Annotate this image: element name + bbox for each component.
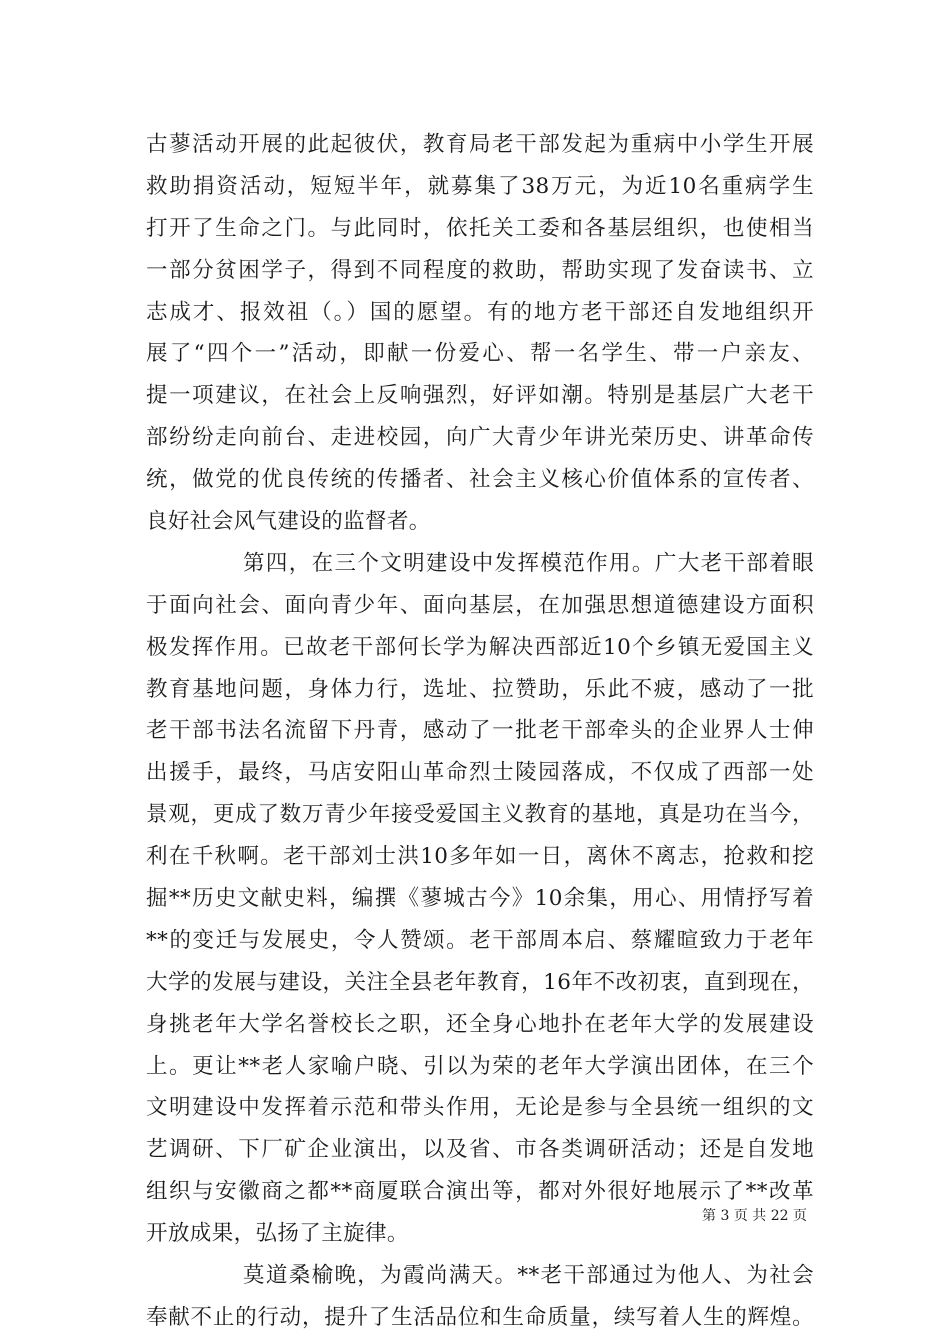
text-line: 利在千秋啊。老干部刘士洪10多年如一日，离休不离志，抢救和挖 bbox=[146, 844, 814, 870]
text-line: 古蓼活动开展的此起彼伏，教育局老干部发起为重病中小学生开展 bbox=[146, 132, 814, 157]
paragraph-start-line: 莫道桑榆晚，为霞尚满天。**老干部通过为他人、为社会 bbox=[243, 1263, 814, 1289]
text-line: 大学的发展与建设，关注全县老年教育，16年不改初衷，直到现在， bbox=[146, 969, 814, 995]
text-line: 统，做党的优良传统的传播者、社会主义核心价值体系的宣传者、 bbox=[146, 467, 814, 493]
text-line: 提一项建议，在社会上反响强烈，好评如潮。特别是基层广大老干 bbox=[146, 383, 814, 409]
page-number-footer: 第 3 页 共 22 页 bbox=[702, 1208, 807, 1224]
text-line: 组织与安徽商之都**商厦联合演出等，都对外很好地展示了**改革 bbox=[146, 1179, 814, 1205]
text-line: 掘**历史文献史料，编撰《蓼城古今》10余集，用心、用情抒写着 bbox=[146, 886, 814, 912]
text-line: 良好社会风气建设的监督者。 bbox=[146, 509, 431, 535]
text-line: 于面向社会、面向青少年、面向基层，在加强思想道德建设方面积 bbox=[146, 592, 814, 618]
paragraph-start-line: 第四，在三个文明建设中发挥模范作用。广大老干部着眼 bbox=[243, 550, 814, 576]
text-line: 极发挥作用。已故老干部何长学为解决西部近10个乡镇无爱国主义 bbox=[146, 634, 814, 660]
text-line: 开放成果，弘扬了主旋律。 bbox=[146, 1221, 409, 1247]
text-line: 教育基地问题，身体力行，选址、拉赞助，乐此不疲，感动了一批 bbox=[146, 676, 814, 702]
body-text bbox=[146, 124, 814, 1339]
text-line: 景观，更成了数万青少年接受爱国主义教育的基地，真是功在当今， bbox=[146, 802, 814, 828]
text-line: 志成才、报效祖（。）国的愿望。有的地方老干部还自发地组织开 bbox=[146, 299, 814, 325]
text-line: 艺调研、下厂矿企业演出，以及省、市各类调研活动；还是自发地 bbox=[146, 1137, 814, 1163]
text-line: 救助捐资活动，短短半年，就募集了38万元，为近10名重病学生 bbox=[146, 173, 814, 199]
text-line: 一部分贫困学子，得到不同程度的救助，帮助实现了发奋读书、立 bbox=[146, 257, 814, 283]
text-line: 展了“四个一”活动，即献一份爱心、帮一名学生、带一户亲友、 bbox=[146, 341, 814, 367]
text-line: 老干部书法名流留下丹青，感动了一批老干部牵头的企业界人士伸 bbox=[146, 718, 814, 744]
text-line: 出援手，最终，马店安阳山革命烈士陵园落成，不仅成了西部一处 bbox=[146, 760, 814, 786]
text-line: 文明建设中发挥着示范和带头作用，无论是参与全县统一组织的文 bbox=[146, 1095, 814, 1121]
text-line: **的变迁与发展史，令人赞颂。老干部周本启、蔡耀暄致力于老年 bbox=[146, 927, 814, 953]
text-line: 部纷纷走向前台、走进校园，向广大青少年讲光荣历史、讲革命传 bbox=[146, 425, 814, 451]
text-line: 打开了生命之门。与此同时，依托关工委和各基层组织，也使相当 bbox=[146, 215, 814, 241]
text-line: 上。更让**老人家喻户晓、引以为荣的老年大学演出团体，在三个 bbox=[146, 1053, 814, 1079]
text-line: 身挑老年大学名誉校长之职，还全身心地扑在老年大学的发展建设 bbox=[146, 1011, 814, 1037]
text-line: 奉献不止的行动，提升了生活品位和生命质量，续写着人生的辉煌。 bbox=[146, 1304, 814, 1330]
